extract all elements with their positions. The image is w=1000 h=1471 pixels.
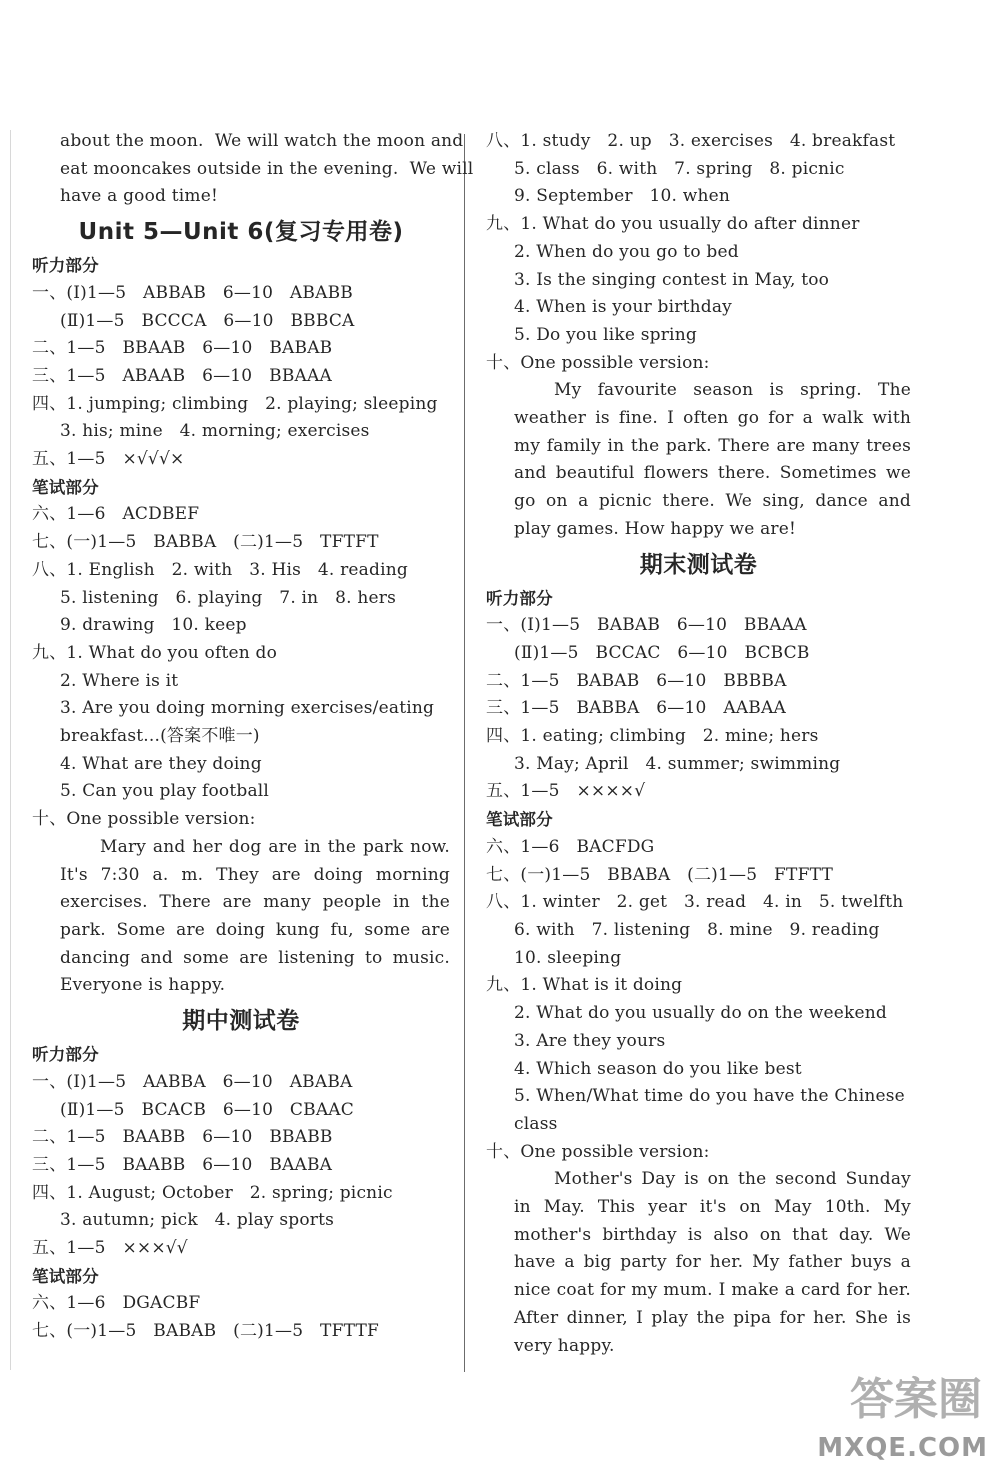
- answer-line: (Ⅱ)1—5 BCACB 6—10 CBAAC: [60, 1099, 354, 1120]
- answer-line: 3. May; April 4. summer; swimming: [514, 753, 841, 774]
- answer-line: 四、1. eating; climbing 2. mine; hers: [486, 726, 819, 747]
- answer-line: 二、1—5 BBAAB 6—10 BABAB: [32, 338, 333, 359]
- answer-line: 三、1—5 ABAAB 6—10 BBAAA: [32, 365, 332, 386]
- answer-line: 二、1—5 BABAB 6—10 BBBBA: [486, 670, 787, 691]
- answer-line: 九、1. What is it doing: [486, 975, 683, 996]
- midterm-listening-heading: 听力部分: [32, 1045, 99, 1065]
- answer-line: 九、1. What do you often do: [32, 642, 278, 663]
- answer-line: 3. autumn; pick 4. play sports: [60, 1210, 335, 1231]
- answer-line: 六、1—6 DGACBF: [32, 1293, 201, 1314]
- answer-line: 三、1—5 BAABB 6—10 BAABA: [32, 1154, 333, 1175]
- unit56-essay: Mary and her dog are in the park now. It's 7:30 a. m. They are doing morning exercises. There are many people in the park. Some are doing kung fu, some are dancing and some are listening to music. Everyone is happy.: [60, 836, 450, 996]
- answer-line: 9. September 10. when: [514, 186, 731, 207]
- answer-line: 八、1. English 2. with 3. His 4. reading: [32, 559, 408, 580]
- answer-line: (Ⅱ)1—5 BCCAC 6—10 BCBCB: [514, 642, 810, 663]
- answer-line: 十、One possible version:: [486, 1141, 710, 1162]
- column-divider: [464, 134, 465, 1372]
- answer-line: class: [514, 1113, 558, 1134]
- answer-line: 5. Do you like spring: [514, 324, 697, 345]
- answer-line: 七、(一)1—5 BBABA (二)1—5 FTFTT: [486, 864, 833, 885]
- left-column: [32, 128, 474, 1346]
- answer-line: 六、1—6 ACDBEF: [32, 504, 200, 525]
- final-title: 期末测试卷: [639, 551, 758, 578]
- answer-line: 一、(Ⅰ)1—5 ABBAB 6—10 ABABB: [32, 282, 353, 303]
- answer-line: 5. When/What time do you have the Chinese: [514, 1086, 905, 1107]
- answer-line: 七、(一)1—5 BABAB (二)1—5 TFTTF: [32, 1321, 379, 1342]
- answer-line: 十、One possible version:: [486, 352, 710, 373]
- midterm-writing-heading: 笔试部分: [32, 1266, 99, 1286]
- answer-line: 9. drawing 10. keep: [60, 615, 247, 636]
- watermark-url: MXQE.COM: [817, 1433, 988, 1463]
- binding-edge: [10, 130, 11, 1370]
- answer-line: 九、1. What do you usually do after dinner: [486, 214, 860, 235]
- midterm-title: 期中测试卷: [182, 1008, 300, 1035]
- answer-line: 三、1—5 BABBA 6—10 AABAA: [486, 698, 786, 719]
- intro-line-2: eat mooncakes outside in the evening. We will: [60, 158, 474, 179]
- intro-line-3: have a good time!: [60, 186, 219, 207]
- answer-line: 十、One possible version:: [32, 809, 256, 830]
- answer-line: 4. When is your birthday: [514, 297, 732, 318]
- answer-line: 二、1—5 BAABB 6—10 BBABB: [32, 1127, 333, 1148]
- final-essay: Mother's Day is on the second Sunday in May. This year it's on May 10th. My mother's birthday is also on that day. We have a big party for her. My father buys a nice coat for my mum. I make a card for her. After dinner, I play the pipa for her. She is very happy.: [514, 1169, 911, 1356]
- answer-line: 八、1. study 2. up 3. exercises 4. breakfast: [486, 131, 896, 151]
- answer-line: 六、1—6 BACFDG: [486, 836, 655, 857]
- answer-line: 6. with 7. listening 8. mine 9. reading: [514, 919, 880, 940]
- answer-line: 5. listening 6. playing 7. in 8. hers: [60, 587, 397, 608]
- final-listening-heading: 听力部分: [486, 588, 553, 608]
- unit56-title: Unit 5—Unit 6(复习专用卷): [78, 219, 404, 246]
- answer-line: 一、(Ⅰ)1—5 BABAB 6—10 BBAAA: [486, 615, 807, 636]
- answer-line: 五、1—5 ×√√√×: [32, 449, 185, 470]
- answer-line: 3. his; mine 4. morning; exercises: [60, 421, 370, 442]
- final-writing-heading: 笔试部分: [486, 810, 553, 830]
- answer-line: 四、1. August; October 2. spring; picnic: [32, 1182, 393, 1203]
- answer-line: 四、1. jumping; climbing 2. playing; sleeping: [32, 393, 438, 414]
- midterm-essay: My favourite season is spring. The weather is fine. I often go for a walk with my family in the park. There are many trees and beautiful flowers there. Sometimes we go on a picnic there. We sing, dance and play games. How happy we are!: [514, 380, 911, 539]
- answer-line: 4. What are they doing: [60, 753, 262, 774]
- answer-line: 八、1. winter 2. get 3. read 4. in 5. twelfth: [486, 892, 904, 913]
- answer-line: 4. Which season do you like best: [514, 1058, 802, 1079]
- right-column: [486, 128, 911, 1360]
- answer-line: 七、(一)1—5 BABBA (二)1—5 TFTFT: [32, 532, 379, 553]
- answer-line: 2. What do you usually do on the weekend: [514, 1003, 887, 1024]
- answer-line: 一、(Ⅰ)1—5 AABBA 6—10 ABABA: [32, 1071, 353, 1092]
- answer-line: 5. class 6. with 7. spring 8. picnic: [514, 158, 845, 179]
- answer-line: (Ⅱ)1—5 BCCCA 6—10 BBBCA: [60, 310, 355, 331]
- unit56-listening-heading: 听力部分: [32, 256, 99, 276]
- answer-line: breakfast...(答案不唯一): [60, 726, 260, 747]
- answer-line: 五、1—5 ×××√√: [32, 1238, 188, 1259]
- answer-line: 3. Are they yours: [514, 1030, 666, 1051]
- answer-line: 10. sleeping: [514, 947, 622, 968]
- answer-line: 2. When do you go to bed: [514, 241, 739, 262]
- answer-line: 3. Are you doing morning exercises/eating: [60, 698, 435, 719]
- answer-line: 2. Where is it: [60, 670, 179, 691]
- unit56-writing-heading: 笔试部分: [32, 477, 99, 497]
- intro-line-1: about the moon. We will watch the moon and: [60, 131, 464, 151]
- answer-line: 五、1—5 ××××√: [486, 781, 646, 802]
- watermark-logo: 答案圈: [850, 1374, 982, 1425]
- answer-line: 3. Is the singing contest in May, too: [514, 269, 830, 290]
- answer-line: 5. Can you play football: [60, 781, 270, 802]
